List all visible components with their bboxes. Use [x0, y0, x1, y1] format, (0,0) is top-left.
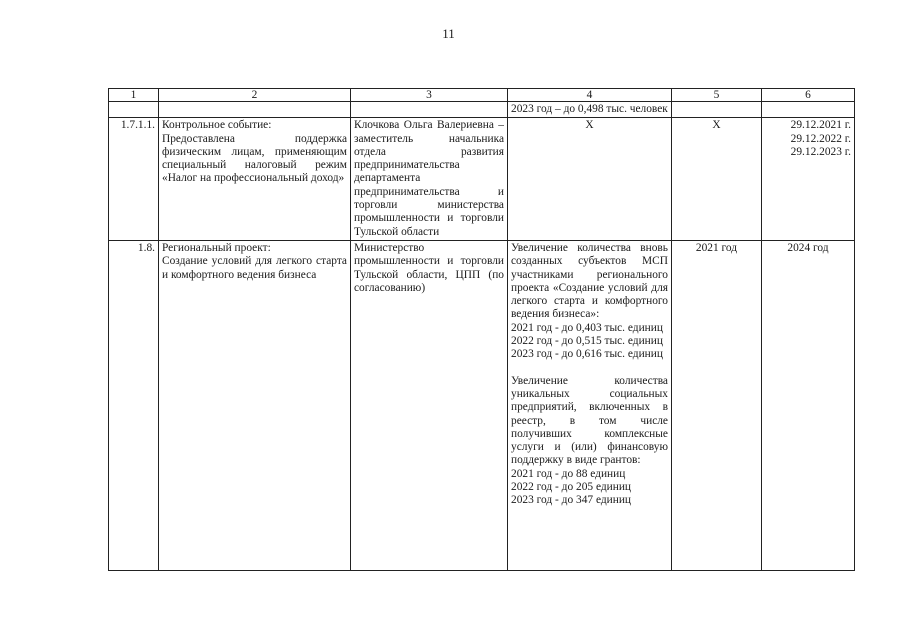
cell-empty [109, 102, 159, 118]
indicator-1-value: 2021 год - до 0,403 тыс. единиц [511, 321, 663, 334]
header-col-2: 2 [159, 89, 351, 102]
control-date: 29.12.2021 г. [790, 119, 851, 132]
indicator-2: Увеличение количества уникальных социальных предприятий, включенных в реестр, в том числе получивших комплексные услуги и (или) финансовую поддержку в виде грантов: [511, 374, 668, 467]
indicator-mark: Х [508, 118, 672, 241]
header-col-6: 6 [762, 89, 855, 102]
indicator-2-value: 2021 год - до 88 единиц [511, 467, 626, 480]
row-number: 1.7.1.1. [109, 118, 159, 241]
control-dates [762, 118, 855, 241]
header-col-3: 3 [351, 89, 508, 102]
control-date: 29.12.2023 г. [790, 145, 851, 158]
project-cell [159, 240, 351, 570]
indicator-2-value: 2022 год - до 205 единиц [511, 481, 632, 494]
event-title: Контрольное событие: [162, 119, 272, 132]
start-mark: Х [672, 118, 762, 241]
page-number: 11 [442, 26, 455, 41]
project-title: Региональный проект: [162, 241, 271, 254]
responsible-person: Клочкова Ольга Валериевна – заместитель начальника отдела развития предпринимательства департамента предпринимательства и торговли министерства промышленности и торговли Тульской области [351, 118, 508, 241]
indicator-1-value: 2022 год - до 0,515 тыс. единиц [511, 335, 663, 348]
spacer [511, 362, 668, 375]
table-row-1-8 [109, 240, 855, 570]
indicator-2-value: 2023 год - до 347 единиц [511, 494, 632, 507]
table-row-1-7-1-1 [109, 118, 855, 241]
event-description: Предоставлена поддержка физическим лицам, применяющим специальный налоговый режим «Налог на профессиональный доход» [162, 132, 347, 185]
cell-empty [351, 102, 508, 118]
cell-empty [762, 102, 855, 118]
event-cell [159, 118, 351, 241]
plan-table [108, 88, 855, 571]
row-number: 1.8. [109, 240, 159, 570]
cell-empty [672, 102, 762, 118]
header-col-4: 4 [508, 89, 672, 102]
table-header-row [109, 89, 855, 102]
header-col-5: 5 [672, 89, 762, 102]
start-year: 2021 год [672, 240, 762, 570]
indicators-cell [508, 240, 672, 570]
project-description: Создание условий для легкого старта и комфортного ведения бизнеса [162, 255, 347, 281]
continuation-indicator: 2023 год – до 0,498 тыс. человек [508, 102, 672, 118]
indicator-1: Увеличение количества вновь созданных субъектов МСП участниками регионального проекта «Создание условий для легкого старта и комфортного ведения бизнеса»: [511, 241, 668, 321]
responsible-org: Министерство промышленности и торговли Тульской области, ЦПП (по согласованию) [351, 240, 508, 570]
control-date: 29.12.2022 г. [790, 132, 851, 145]
table-row-continuation [109, 102, 855, 118]
cell-empty [159, 102, 351, 118]
end-year: 2024 год [762, 240, 855, 570]
header-col-1: 1 [109, 89, 159, 102]
indicator-1-value: 2023 год - до 0,616 тыс. единиц [511, 348, 663, 361]
